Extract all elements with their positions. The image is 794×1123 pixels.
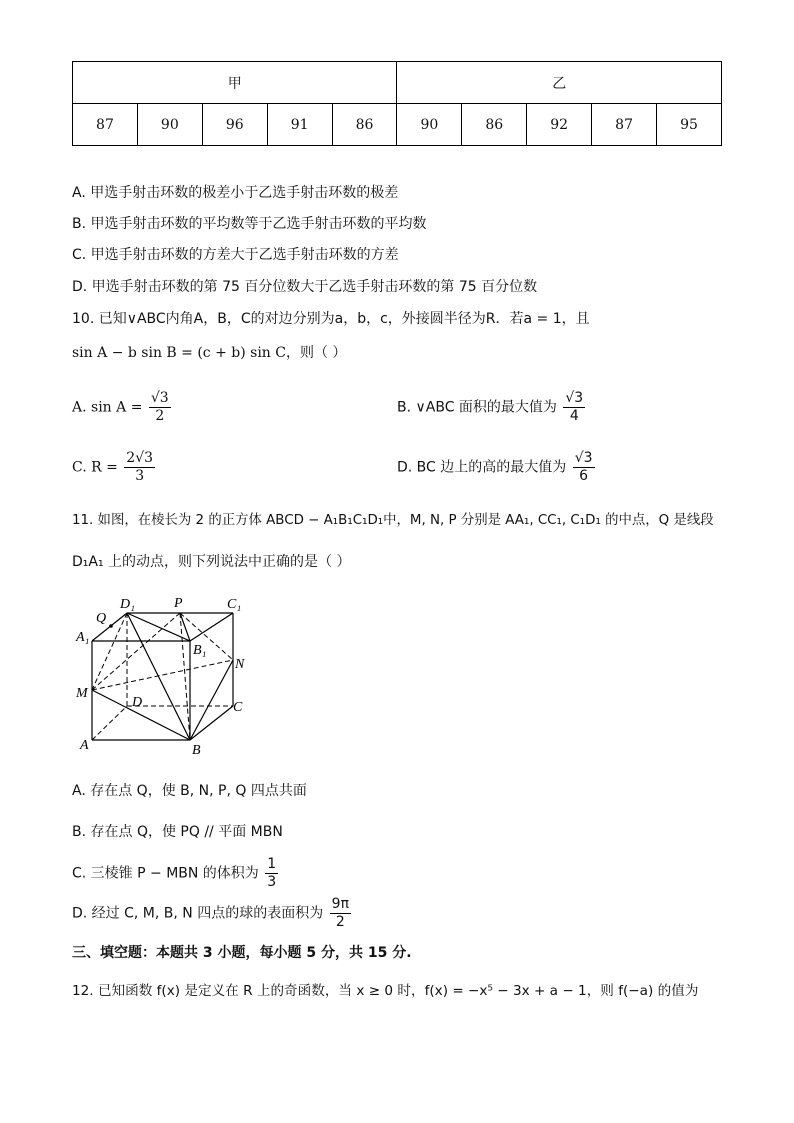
table-cell: 90 [397, 104, 462, 146]
label-b1: B₁ [193, 643, 207, 658]
table-cell: 86 [462, 104, 527, 146]
q10-option-d-prefix: D. BC 边上的高的最大值为 [397, 459, 567, 476]
hidden-edge-a-d [92, 706, 127, 740]
q10-stem-line1: 10. 已知∨ABC内角A，B，C的对边分别为a，b，c，外接圆半径为R．若a = 1，且 [72, 311, 590, 327]
q10-option-a [72, 390, 173, 425]
q9-option-a: A. 甲选手射击环数的极差小于乙选手射击环数的极差 [72, 185, 399, 201]
fraction-denominator: 3 [267, 874, 277, 890]
fraction-denominator: 2 [155, 408, 165, 424]
fraction-numerator: √3 [574, 450, 593, 466]
q10-option-b-prefix: B. ∨ABC 面积的最大值为 [397, 399, 557, 416]
table-cell: 87 [73, 104, 138, 146]
label-a1: A₁ [76, 630, 90, 645]
q10-option-b [397, 390, 587, 425]
fraction [124, 450, 155, 485]
fraction-denominator: 4 [569, 408, 579, 424]
q11-stem-line2: D₁A₁ 上的动点，则下列说法中正确的是（ ） [72, 554, 351, 570]
q10-option-d [397, 450, 597, 485]
label-c: C [233, 700, 243, 715]
q9-option-b: B. 甲选手射击环数的平均数等于乙选手射击环数的平均数 [72, 216, 427, 232]
cube-figure [70, 590, 260, 760]
fraction-numerator: 2√3 [126, 450, 154, 466]
q11-stem-line1: 11. 如图，在棱长为 2 的正方体 ABCD − A₁B₁C₁D₁中，M, N, P 分别是 AA₁, CC₁, C₁D₁ 的中点，Q 是线段 [72, 513, 714, 528]
q9-option-d: D. 甲选手射击环数的第 75 百分位数大于乙选手射击环数的第 75 百分位数 [72, 279, 538, 295]
q11-option-b: B. 存在点 Q，使 PQ // 平面 MBN [72, 824, 283, 840]
fraction-numerator: 9π [331, 896, 350, 912]
fraction [265, 856, 278, 891]
fraction [563, 390, 585, 425]
q9-option-c: C. 甲选手射击环数的方差大于乙选手射击环数的方差 [72, 247, 399, 263]
table-cell: 87 [592, 104, 657, 146]
fraction [573, 450, 595, 485]
header-yi: 乙 [397, 62, 722, 104]
label-c1: C₁ [227, 597, 242, 612]
point-q [109, 624, 113, 628]
header-jia: 甲 [73, 62, 397, 104]
table-row [73, 104, 722, 146]
table-cell: 95 [657, 104, 722, 146]
table-cell: 92 [527, 104, 592, 146]
q10-option-c-prefix: C. R = [72, 459, 118, 476]
edge-b-c [190, 706, 233, 740]
q11-option-a: A. 存在点 Q，使 B, N, P, Q 四点共面 [72, 783, 307, 799]
label-p: P [174, 596, 183, 611]
hidden-segment-p-b [180, 613, 190, 740]
label-m: M [76, 686, 88, 701]
fraction [330, 896, 351, 931]
label-b: B [192, 743, 201, 758]
q11-option-d-prefix: D. 经过 C, M, B, N 四点的球的表面积为 [72, 905, 324, 922]
fraction-numerator: √3 [565, 390, 584, 406]
table-cell: 90 [137, 104, 202, 146]
q11-option-c [72, 856, 280, 891]
q11-option-d [72, 896, 353, 931]
q12-stem: 12. 已知函数 f(x) 是定义在 R 上的奇函数，当 x ≥ 0 时，f(x) = −x⁵ − 3x + a − 1，则 f(−a) 的值为 [72, 983, 699, 999]
fraction-numerator: √3 [150, 390, 169, 406]
table-header-row [73, 62, 722, 104]
table-cell: 91 [267, 104, 332, 146]
fraction-numerator: 1 [267, 856, 277, 872]
label-a: A [80, 738, 89, 753]
fraction-denominator: 3 [135, 468, 145, 484]
score-table [72, 61, 722, 146]
q10-option-a-prefix: A. sin A = [72, 399, 143, 416]
segment-n-b [190, 660, 233, 740]
label-d: D [132, 695, 143, 710]
fraction [149, 390, 171, 425]
q11-option-c-prefix: C. 三棱锥 P − MBN 的体积为 [72, 865, 259, 882]
table-cell: 96 [202, 104, 267, 146]
table-cell: 86 [332, 104, 397, 146]
q10-stem-line2: sin A − b sin B = (c + b) sin C，则（ ） [72, 345, 347, 361]
fraction-denominator: 2 [335, 914, 345, 930]
label-d1: D₁ [120, 597, 135, 612]
edge-b1-c1 [190, 613, 233, 641]
label-n: N [235, 657, 245, 672]
section-heading-fill-in: 三、填空题：本题共 3 小题，每小题 5 分，共 15 分. [72, 945, 412, 961]
fraction-denominator: 6 [579, 468, 589, 484]
q10-option-c [72, 450, 157, 485]
label-q: Q [96, 611, 107, 626]
